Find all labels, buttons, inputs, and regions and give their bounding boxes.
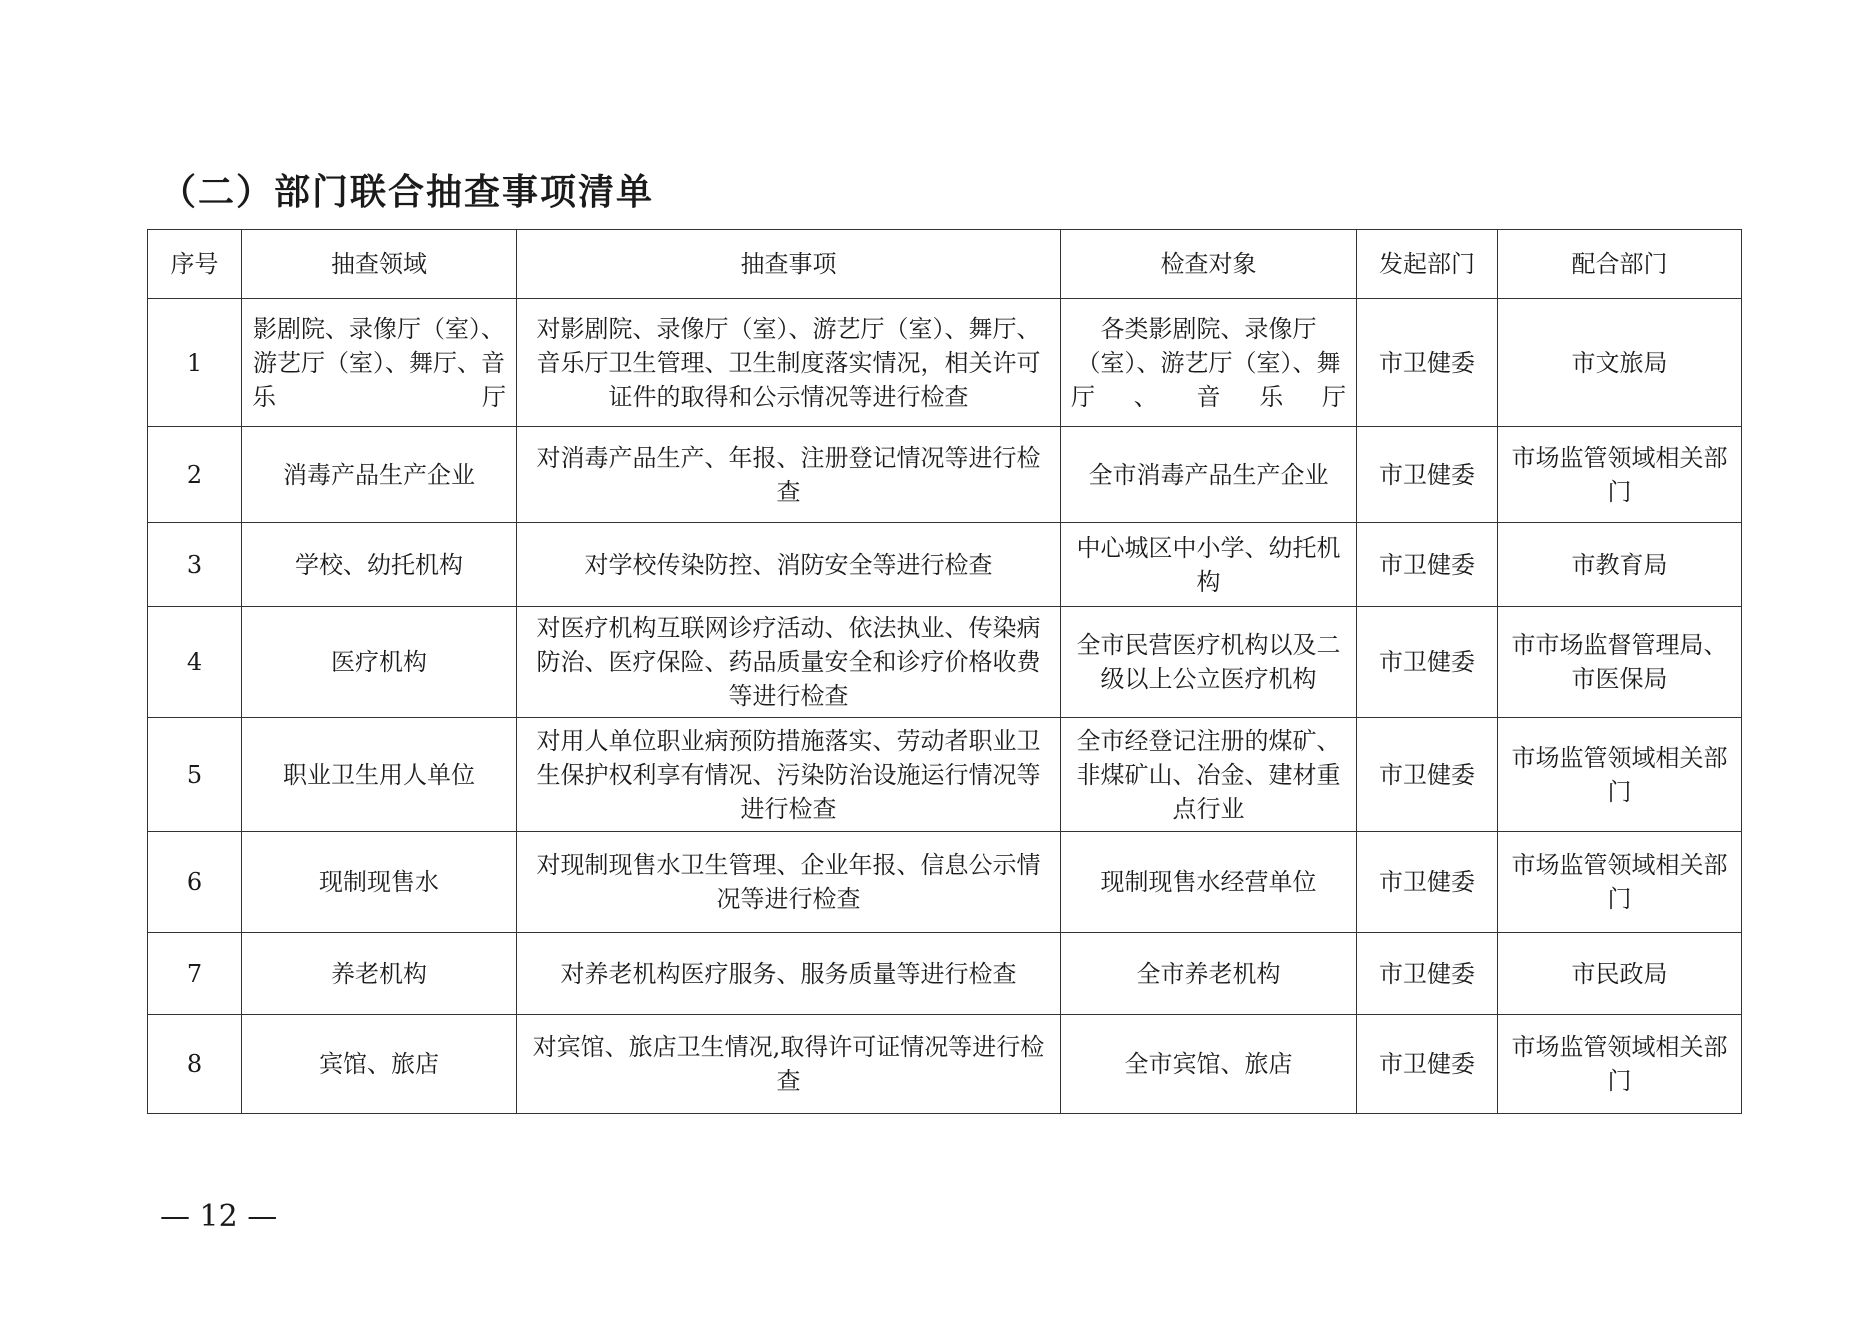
cell-field: 养老机构: [242, 933, 517, 1015]
table-row: [148, 1015, 1742, 1114]
cell-field: 消毒产品生产企业: [242, 427, 517, 523]
table-row: [148, 933, 1742, 1015]
cell-item: 对消毒产品生产、年报、注册登记情况等进行检查: [517, 427, 1061, 523]
cell-seq: 1: [148, 299, 242, 427]
cell-target: 全市经登记注册的煤矿、非煤矿山、冶金、建材重点行业: [1061, 718, 1357, 832]
cell-target: 中心城区中小学、幼托机构: [1061, 523, 1357, 607]
cell-item: 对现制现售水卫生管理、企业年报、信息公示情况等进行检查: [517, 832, 1061, 933]
cell-item: 对影剧院、录像厅（室）、游艺厅（室）、舞厅、音乐厅卫生管理、卫生制度落实情况，相关许可证件的取得和公示情况等进行检查: [517, 299, 1061, 427]
cell-field: 宾馆、旅店: [242, 1015, 517, 1114]
cell-initiator: 市卫健委: [1357, 427, 1498, 523]
cell-target: 现制现售水经营单位: [1061, 832, 1357, 933]
table-row: [148, 299, 1742, 427]
header-field: 抽查领域: [242, 230, 517, 299]
header-item: 抽查事项: [517, 230, 1061, 299]
cell-initiator: 市卫健委: [1357, 607, 1498, 718]
header-partner: 配合部门: [1498, 230, 1742, 299]
cell-initiator: 市卫健委: [1357, 718, 1498, 832]
cell-target: 全市宾馆、旅店: [1061, 1015, 1357, 1114]
table-row: [148, 427, 1742, 523]
cell-partner: 市文旅局: [1498, 299, 1742, 427]
inspection-table: [147, 229, 1742, 1114]
cell-partner: 市市场监督管理局、市医保局: [1498, 607, 1742, 718]
cell-seq: 5: [148, 718, 242, 832]
cell-item: 对医疗机构互联网诊疗活动、依法执业、传染病防治、医疗保险、药品质量安全和诊疗价格收费等进行检查: [517, 607, 1061, 718]
table-row: [148, 832, 1742, 933]
cell-seq: 4: [148, 607, 242, 718]
cell-target: 各类影剧院、录像厅（室）、游艺厅（室）、舞厅、音乐厅: [1061, 299, 1357, 427]
cell-initiator: 市卫健委: [1357, 1015, 1498, 1114]
cell-seq: 3: [148, 523, 242, 607]
cell-seq: 8: [148, 1015, 242, 1114]
cell-item: 对宾馆、旅店卫生情况,取得许可证情况等进行检查: [517, 1015, 1061, 1114]
cell-field: 医疗机构: [242, 607, 517, 718]
cell-item: 对学校传染防控、消防安全等进行检查: [517, 523, 1061, 607]
table-row: [148, 523, 1742, 607]
cell-field: 学校、幼托机构: [242, 523, 517, 607]
header-seq: 序号: [148, 230, 242, 299]
table-row: [148, 718, 1742, 832]
table-row: [148, 607, 1742, 718]
cell-initiator: 市卫健委: [1357, 832, 1498, 933]
header-initiator: 发起部门: [1357, 230, 1498, 299]
page-number: — 12 —: [160, 1199, 278, 1234]
cell-target: 全市民营医疗机构以及二级以上公立医疗机构: [1061, 607, 1357, 718]
cell-field: 现制现售水: [242, 832, 517, 933]
cell-partner: 市场监管领域相关部门: [1498, 1015, 1742, 1114]
cell-partner: 市场监管领域相关部门: [1498, 427, 1742, 523]
cell-initiator: 市卫健委: [1357, 299, 1498, 427]
table-header-row: [148, 230, 1742, 299]
cell-seq: 6: [148, 832, 242, 933]
cell-partner: 市场监管领域相关部门: [1498, 718, 1742, 832]
cell-target: 全市消毒产品生产企业: [1061, 427, 1357, 523]
cell-target: 全市养老机构: [1061, 933, 1357, 1015]
cell-initiator: 市卫健委: [1357, 933, 1498, 1015]
cell-partner: 市教育局: [1498, 523, 1742, 607]
cell-seq: 7: [148, 933, 242, 1015]
cell-field: 影剧院、录像厅（室）、游艺厅（室）、舞厅、音乐厅: [242, 299, 517, 427]
cell-initiator: 市卫健委: [1357, 523, 1498, 607]
cell-item: 对养老机构医疗服务、服务质量等进行检查: [517, 933, 1061, 1015]
cell-partner: 市场监管领域相关部门: [1498, 832, 1742, 933]
cell-item: 对用人单位职业病预防措施落实、劳动者职业卫生保护权利享有情况、污染防治设施运行情况等进行检查: [517, 718, 1061, 832]
header-target: 检查对象: [1061, 230, 1357, 299]
cell-partner: 市民政局: [1498, 933, 1742, 1015]
section-title: （二）部门联合抽查事项清单: [160, 172, 655, 213]
cell-seq: 2: [148, 427, 242, 523]
cell-field: 职业卫生用人单位: [242, 718, 517, 832]
